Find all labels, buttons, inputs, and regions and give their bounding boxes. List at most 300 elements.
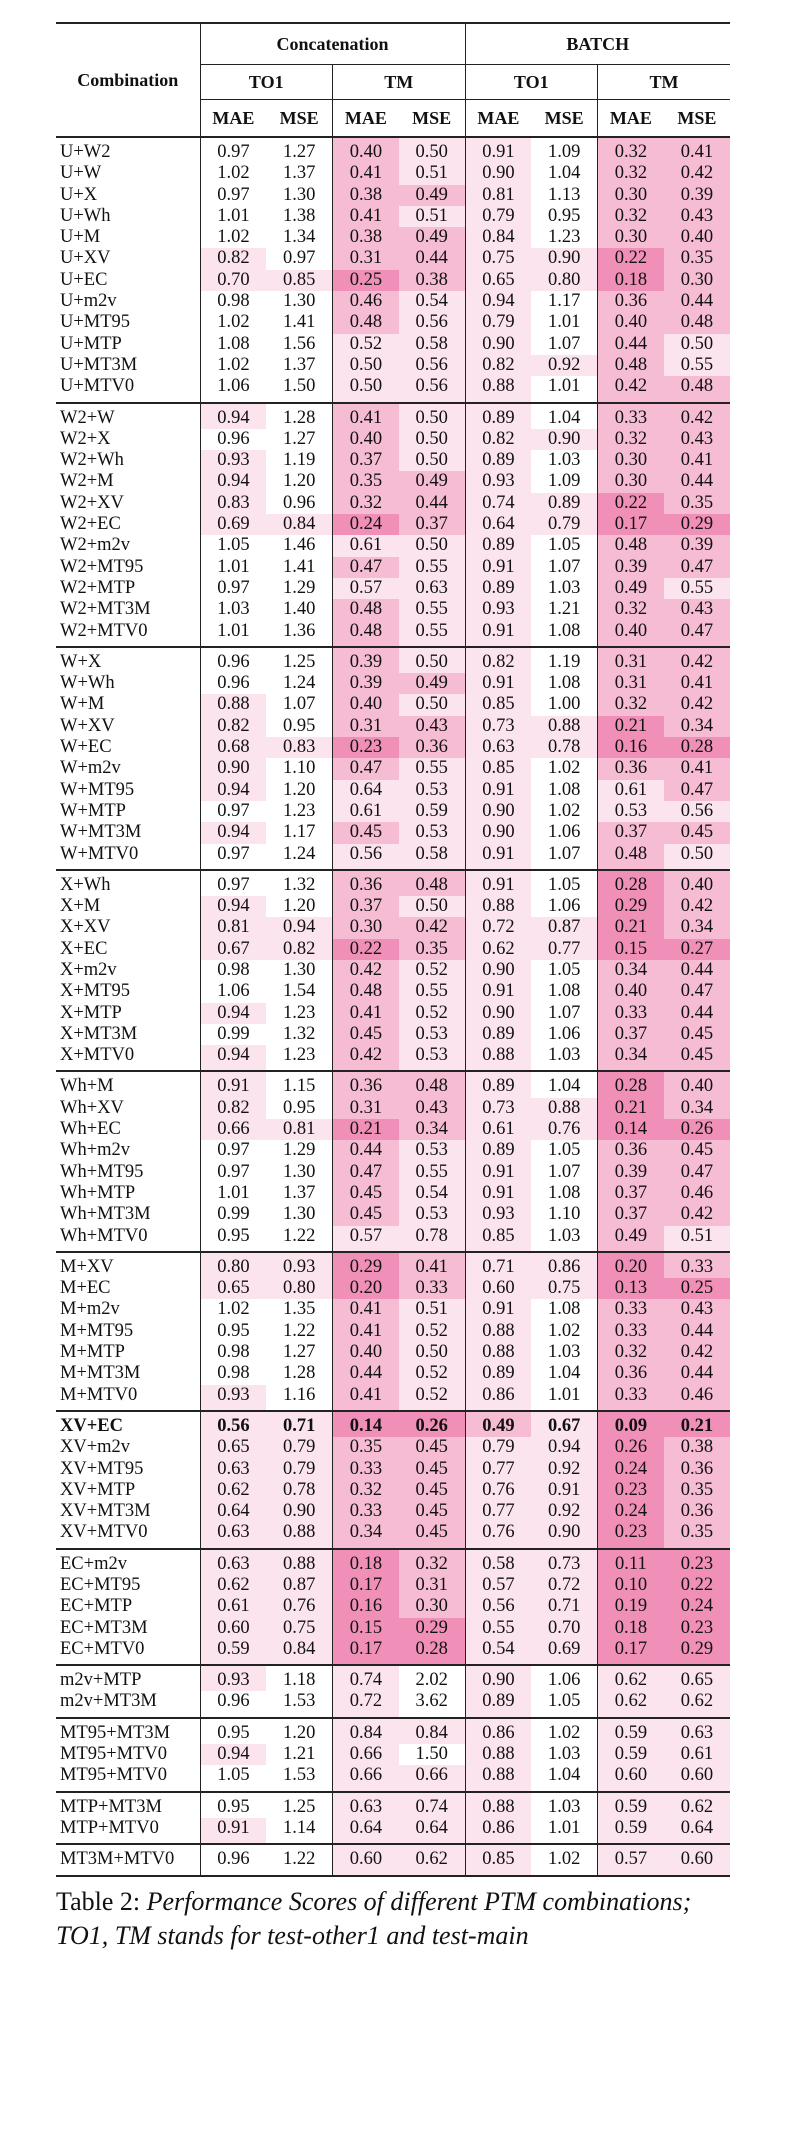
score-cell: 1.01: [200, 621, 266, 647]
score-cell: 0.90: [200, 758, 266, 779]
table-row: [56, 1411, 730, 1437]
score-cell: 0.50: [399, 896, 465, 917]
score-cell: 0.34: [598, 960, 664, 981]
score-cell: 0.96: [200, 1844, 266, 1875]
table-row: [56, 1045, 730, 1071]
score-cell: 0.66: [333, 1744, 399, 1765]
table-row: [56, 1665, 730, 1691]
score-cell: 0.55: [399, 1162, 465, 1183]
combination-name: M+XV: [56, 1252, 200, 1278]
score-cell: 1.05: [531, 870, 597, 896]
score-cell: 1.19: [266, 450, 332, 471]
table-row: [56, 960, 730, 981]
combination-name: m2v+MT3M: [60, 1691, 157, 1712]
score-cell: 0.38: [399, 270, 465, 291]
combination-name: U+EC: [60, 269, 108, 290]
score-cell: 0.91: [465, 844, 531, 870]
score-cell: 0.80: [266, 1278, 332, 1299]
score-cell: 0.95: [266, 1098, 332, 1119]
score-cell: 0.82: [465, 355, 531, 376]
metric-header: MSE: [266, 100, 332, 138]
score-cell: 0.93: [200, 1665, 266, 1691]
score-cell: 0.48: [598, 844, 664, 870]
score-cell: 1.24: [266, 844, 332, 870]
score-cell: 1.04: [531, 403, 597, 429]
score-cell: 0.32: [598, 163, 664, 184]
score-cell: 0.40: [664, 1071, 730, 1097]
score-cell: 0.35: [399, 939, 465, 960]
score-cell: 0.52: [399, 1363, 465, 1384]
combination-name: W+m2v: [60, 758, 121, 779]
score-cell: 1.04: [531, 163, 597, 184]
score-cell: 1.03: [200, 599, 266, 620]
score-cell: 0.23: [598, 1480, 664, 1501]
score-cell: 0.85: [465, 1226, 531, 1252]
score-cell: 0.66: [333, 1765, 399, 1791]
score-cell: 0.88: [266, 1522, 332, 1548]
score-cell: 1.53: [266, 1691, 332, 1717]
score-cell: 0.46: [664, 1385, 730, 1411]
score-cell: 0.55: [399, 981, 465, 1002]
score-cell: 1.01: [531, 1385, 597, 1411]
concat-tm-header: TM: [333, 65, 466, 100]
metric-header: MAE: [598, 100, 664, 138]
score-cell: 0.94: [200, 1744, 266, 1765]
performance-table: [56, 22, 730, 1877]
score-cell: 0.47: [664, 981, 730, 1002]
score-cell: 1.03: [531, 1744, 597, 1765]
score-cell: 0.79: [465, 1437, 531, 1458]
score-cell: 0.45: [399, 1522, 465, 1548]
score-cell: 0.44: [333, 1363, 399, 1384]
table-row: [56, 1501, 730, 1522]
score-cell: 1.37: [266, 355, 332, 376]
score-cell: 1.20: [266, 780, 332, 801]
score-cell: 0.22: [664, 1575, 730, 1596]
score-cell: 0.82: [200, 1098, 266, 1119]
table-row: [56, 270, 730, 291]
table-row: [56, 1204, 730, 1225]
score-cell: 0.40: [664, 870, 730, 896]
score-cell: 0.94: [531, 1437, 597, 1458]
score-cell: 1.30: [266, 291, 332, 312]
score-cell: 0.88: [200, 694, 266, 715]
score-cell: 0.41: [333, 1003, 399, 1024]
combination-name: Wh+MT95: [60, 1161, 144, 1182]
score-cell: 0.93: [465, 1204, 531, 1225]
combination-name: W2+MTP: [60, 577, 136, 598]
table-row: [56, 1140, 730, 1161]
score-cell: 0.49: [399, 227, 465, 248]
score-cell: 0.93: [200, 450, 266, 471]
score-cell: 0.29: [399, 1618, 465, 1639]
score-cell: 0.53: [399, 780, 465, 801]
score-cell: 0.90: [531, 1522, 597, 1548]
score-cell: 1.32: [266, 1024, 332, 1045]
score-cell: 1.08: [531, 981, 597, 1002]
score-cell: 1.03: [531, 1045, 597, 1071]
score-cell: 0.61: [333, 535, 399, 556]
score-cell: 0.30: [664, 270, 730, 291]
score-cell: 0.65: [200, 1437, 266, 1458]
score-cell: 0.44: [664, 1003, 730, 1024]
score-cell: 0.88: [531, 1098, 597, 1119]
score-cell: 1.27: [266, 1342, 332, 1363]
combination-name: W2+M: [60, 471, 114, 492]
table-row: [56, 1549, 730, 1575]
score-cell: 0.45: [333, 1183, 399, 1204]
score-cell: 0.91: [465, 1162, 531, 1183]
combination-name: MT95+MT3M: [56, 1718, 200, 1744]
table-row: [56, 1618, 730, 1639]
score-cell: 1.56: [266, 334, 332, 355]
combination-name: EC+MTP: [60, 1596, 133, 1617]
batch-tm-header: TM: [598, 65, 731, 100]
score-cell: 1.54: [266, 981, 332, 1002]
score-cell: 0.41: [664, 450, 730, 471]
score-cell: 0.40: [333, 137, 399, 163]
score-cell: 1.22: [266, 1226, 332, 1252]
score-cell: 0.56: [399, 376, 465, 402]
score-cell: 0.50: [664, 334, 730, 355]
score-cell: 0.33: [598, 1299, 664, 1320]
combination-name: X+MT95: [60, 981, 131, 1002]
score-cell: 1.02: [531, 1321, 597, 1342]
score-cell: 0.50: [399, 535, 465, 556]
score-cell: 0.79: [465, 312, 531, 333]
table-row: [56, 1744, 730, 1765]
combination-name: Wh+m2v: [60, 1140, 131, 1161]
score-cell: 1.41: [266, 557, 332, 578]
score-cell: 1.28: [266, 403, 332, 429]
score-cell: 0.42: [664, 1204, 730, 1225]
score-cell: 0.33: [598, 1003, 664, 1024]
combination-name: Wh+M: [56, 1071, 200, 1097]
combination-name: M+m2v: [60, 1299, 120, 1320]
score-cell: 1.30: [266, 1162, 332, 1183]
score-cell: 0.63: [664, 1718, 730, 1744]
score-cell: 0.93: [465, 471, 531, 492]
score-cell: 0.40: [333, 694, 399, 715]
score-cell: 0.23: [598, 1522, 664, 1548]
combination-name: MTP+MT3M: [56, 1792, 200, 1818]
score-cell: 0.50: [399, 403, 465, 429]
score-cell: 0.16: [333, 1596, 399, 1617]
score-cell: 0.35: [664, 1522, 730, 1548]
score-cell: 0.89: [465, 1140, 531, 1161]
score-cell: 1.30: [266, 960, 332, 981]
score-cell: 1.09: [531, 137, 597, 163]
score-cell: 0.65: [200, 1278, 266, 1299]
combination-name: m2v+MTP: [56, 1665, 200, 1691]
table-row: [56, 185, 730, 206]
score-cell: 0.26: [664, 1119, 730, 1140]
score-cell: 0.98: [200, 1342, 266, 1363]
score-cell: 0.94: [200, 1003, 266, 1024]
table-row: [56, 1071, 730, 1097]
combination-name: X+M: [60, 896, 101, 917]
score-cell: 0.55: [399, 621, 465, 647]
score-cell: 0.59: [598, 1744, 664, 1765]
score-cell: 0.38: [664, 1437, 730, 1458]
combination-name: U+MTV0: [60, 376, 135, 397]
score-cell: 0.47: [664, 621, 730, 647]
score-cell: 0.62: [200, 1575, 266, 1596]
score-cell: 1.02: [531, 758, 597, 779]
score-cell: 0.47: [664, 557, 730, 578]
score-cell: 0.31: [598, 647, 664, 673]
combination-name: XV+m2v: [60, 1437, 131, 1458]
score-cell: 0.95: [200, 1226, 266, 1252]
metric-header: MSE: [531, 100, 597, 138]
score-cell: 0.61: [200, 1596, 266, 1617]
table-row: [56, 1003, 730, 1024]
combination-name: XV+MT3M: [60, 1501, 151, 1522]
combination-name: U+MTP: [60, 333, 122, 354]
score-cell: 1.46: [266, 535, 332, 556]
combination-name: Wh+XV: [60, 1097, 124, 1118]
score-cell: 0.36: [598, 758, 664, 779]
score-cell: 0.41: [664, 758, 730, 779]
table-row: [56, 1792, 730, 1818]
score-cell: 1.30: [266, 1204, 332, 1225]
score-cell: 0.91: [465, 870, 531, 896]
score-cell: 0.60: [465, 1278, 531, 1299]
score-cell: 0.40: [598, 312, 664, 333]
score-cell: 1.14: [266, 1818, 332, 1844]
score-cell: 0.34: [333, 1522, 399, 1548]
score-cell: 0.53: [399, 1024, 465, 1045]
score-cell: 0.51: [399, 206, 465, 227]
score-cell: 0.22: [598, 248, 664, 269]
combination-name: U+X: [60, 184, 98, 205]
score-cell: 0.30: [598, 471, 664, 492]
score-cell: 0.63: [465, 737, 531, 758]
score-cell: 0.50: [333, 355, 399, 376]
score-cell: 0.48: [333, 981, 399, 1002]
score-cell: 0.35: [333, 1437, 399, 1458]
score-cell: 0.62: [664, 1792, 730, 1818]
score-cell: 0.44: [664, 960, 730, 981]
score-cell: 0.50: [664, 844, 730, 870]
combination-name: Wh+MTV0: [60, 1225, 148, 1246]
combination-name: M+MT3M: [60, 1363, 141, 1384]
score-cell: 0.41: [333, 1321, 399, 1342]
score-cell: 0.54: [399, 291, 465, 312]
score-cell: 0.95: [531, 206, 597, 227]
score-cell: 0.84: [465, 227, 531, 248]
combination-name: W+MT3M: [60, 822, 142, 843]
score-cell: 0.43: [664, 429, 730, 450]
score-cell: 0.48: [399, 1071, 465, 1097]
combination-name: W+M: [60, 694, 105, 715]
score-cell: 0.94: [266, 917, 332, 938]
score-cell: 0.17: [333, 1575, 399, 1596]
score-cell: 0.28: [598, 1071, 664, 1097]
score-cell: 0.94: [200, 403, 266, 429]
score-cell: 0.96: [200, 647, 266, 673]
score-cell: 0.64: [200, 1501, 266, 1522]
score-cell: 0.23: [664, 1549, 730, 1575]
score-cell: 0.20: [333, 1278, 399, 1299]
score-cell: 0.56: [333, 844, 399, 870]
table-row: [56, 621, 730, 647]
score-cell: 0.32: [598, 137, 664, 163]
score-cell: 1.23: [266, 1045, 332, 1071]
score-cell: 0.47: [333, 1162, 399, 1183]
score-cell: 0.31: [399, 1575, 465, 1596]
score-cell: 0.25: [333, 270, 399, 291]
score-cell: 0.21: [598, 1098, 664, 1119]
score-cell: 0.59: [200, 1639, 266, 1665]
table-row: [56, 1437, 730, 1458]
score-cell: 1.41: [266, 312, 332, 333]
score-cell: 0.91: [465, 137, 531, 163]
table-row: [56, 1765, 730, 1791]
score-cell: 0.44: [664, 471, 730, 492]
score-cell: 0.37: [333, 896, 399, 917]
score-cell: 0.50: [399, 450, 465, 471]
score-cell: 0.43: [664, 599, 730, 620]
score-cell: 0.17: [333, 1639, 399, 1665]
score-cell: 0.33: [598, 403, 664, 429]
score-cell: 0.71: [266, 1411, 332, 1437]
score-cell: 0.60: [664, 1844, 730, 1875]
score-cell: 0.59: [399, 801, 465, 822]
score-cell: 0.55: [399, 758, 465, 779]
score-cell: 1.08: [531, 673, 597, 694]
combination-name: U+W2: [56, 137, 200, 163]
score-cell: 0.36: [664, 1501, 730, 1522]
score-cell: 1.23: [531, 227, 597, 248]
score-cell: 0.24: [598, 1459, 664, 1480]
score-cell: 0.89: [465, 1363, 531, 1384]
score-cell: 0.48: [598, 535, 664, 556]
score-cell: 0.37: [399, 514, 465, 535]
score-cell: 0.95: [266, 716, 332, 737]
score-cell: 0.31: [333, 1098, 399, 1119]
table-row: [56, 1162, 730, 1183]
score-cell: 0.48: [333, 599, 399, 620]
table-row: [56, 1596, 730, 1617]
combination-name: W+X: [56, 647, 200, 673]
score-cell: 1.27: [266, 429, 332, 450]
combination-name: X+Wh: [56, 870, 200, 896]
score-cell: 0.67: [531, 1411, 597, 1437]
score-cell: 0.26: [598, 1437, 664, 1458]
score-cell: 0.41: [333, 1299, 399, 1320]
score-cell: 1.06: [531, 1665, 597, 1691]
score-cell: 0.92: [531, 355, 597, 376]
table-row: [56, 939, 730, 960]
table-row: [56, 1183, 730, 1204]
score-cell: 0.84: [399, 1718, 465, 1744]
combination-name: W2+EC: [60, 514, 121, 535]
score-cell: 0.91: [465, 1299, 531, 1320]
score-cell: 0.60: [598, 1765, 664, 1791]
score-cell: 0.30: [598, 450, 664, 471]
score-cell: 0.40: [598, 621, 664, 647]
score-cell: 0.15: [333, 1618, 399, 1639]
score-cell: 0.42: [399, 917, 465, 938]
score-cell: 0.63: [200, 1522, 266, 1548]
score-cell: 0.62: [200, 1480, 266, 1501]
score-cell: 0.41: [664, 673, 730, 694]
score-cell: 0.48: [664, 312, 730, 333]
score-cell: 0.74: [465, 493, 531, 514]
score-cell: 1.02: [200, 227, 266, 248]
table-row: [56, 493, 730, 514]
score-cell: 1.07: [531, 334, 597, 355]
score-cell: 0.59: [598, 1718, 664, 1744]
score-cell: 0.36: [333, 870, 399, 896]
score-cell: 0.35: [664, 1480, 730, 1501]
score-cell: 0.54: [465, 1639, 531, 1665]
score-cell: 0.63: [399, 578, 465, 599]
table-row: [56, 557, 730, 578]
score-cell: 1.17: [266, 822, 332, 843]
score-cell: 0.36: [664, 1459, 730, 1480]
score-cell: 0.86: [465, 1718, 531, 1744]
combination-name: X+MTP: [60, 1002, 122, 1023]
combination-name: W+Wh: [60, 673, 115, 694]
score-cell: 0.89: [465, 1691, 531, 1717]
table-row: [56, 647, 730, 673]
score-cell: 0.61: [333, 801, 399, 822]
score-cell: 0.45: [333, 1024, 399, 1045]
score-cell: 0.35: [333, 471, 399, 492]
combination-name: XV+EC: [56, 1411, 200, 1437]
score-cell: 1.37: [266, 163, 332, 184]
score-cell: 0.96: [200, 429, 266, 450]
combination-name: U+M: [60, 227, 101, 248]
score-cell: 0.83: [266, 737, 332, 758]
combination-name: X+m2v: [60, 959, 117, 980]
score-cell: 1.00: [531, 694, 597, 715]
combination-name: M+EC: [60, 1278, 111, 1299]
combination-name: XV+MT95: [60, 1458, 144, 1479]
score-cell: 0.50: [399, 694, 465, 715]
score-cell: 3.62: [399, 1691, 465, 1717]
score-cell: 0.37: [598, 1024, 664, 1045]
score-cell: 0.53: [399, 822, 465, 843]
score-cell: 0.36: [333, 1071, 399, 1097]
score-cell: 0.50: [399, 647, 465, 673]
score-cell: 0.26: [399, 1411, 465, 1437]
combination-name: W2+X: [60, 428, 111, 449]
score-cell: 1.02: [200, 163, 266, 184]
score-cell: 0.97: [200, 185, 266, 206]
score-cell: 0.42: [664, 647, 730, 673]
table-row: [56, 291, 730, 312]
score-cell: 0.46: [664, 1183, 730, 1204]
score-cell: 1.23: [266, 1003, 332, 1024]
score-cell: 0.90: [465, 960, 531, 981]
score-cell: 0.50: [399, 1342, 465, 1363]
score-cell: 0.62: [399, 1844, 465, 1875]
metric-header: MSE: [664, 100, 730, 138]
score-cell: 0.29: [664, 514, 730, 535]
score-cell: 1.25: [266, 1792, 332, 1818]
score-cell: 0.45: [399, 1480, 465, 1501]
score-cell: 0.39: [664, 185, 730, 206]
score-cell: 1.03: [531, 450, 597, 471]
score-cell: 0.60: [200, 1618, 266, 1639]
score-cell: 0.90: [465, 822, 531, 843]
score-cell: 0.45: [399, 1437, 465, 1458]
table-row: [56, 403, 730, 429]
score-cell: 0.89: [465, 1024, 531, 1045]
